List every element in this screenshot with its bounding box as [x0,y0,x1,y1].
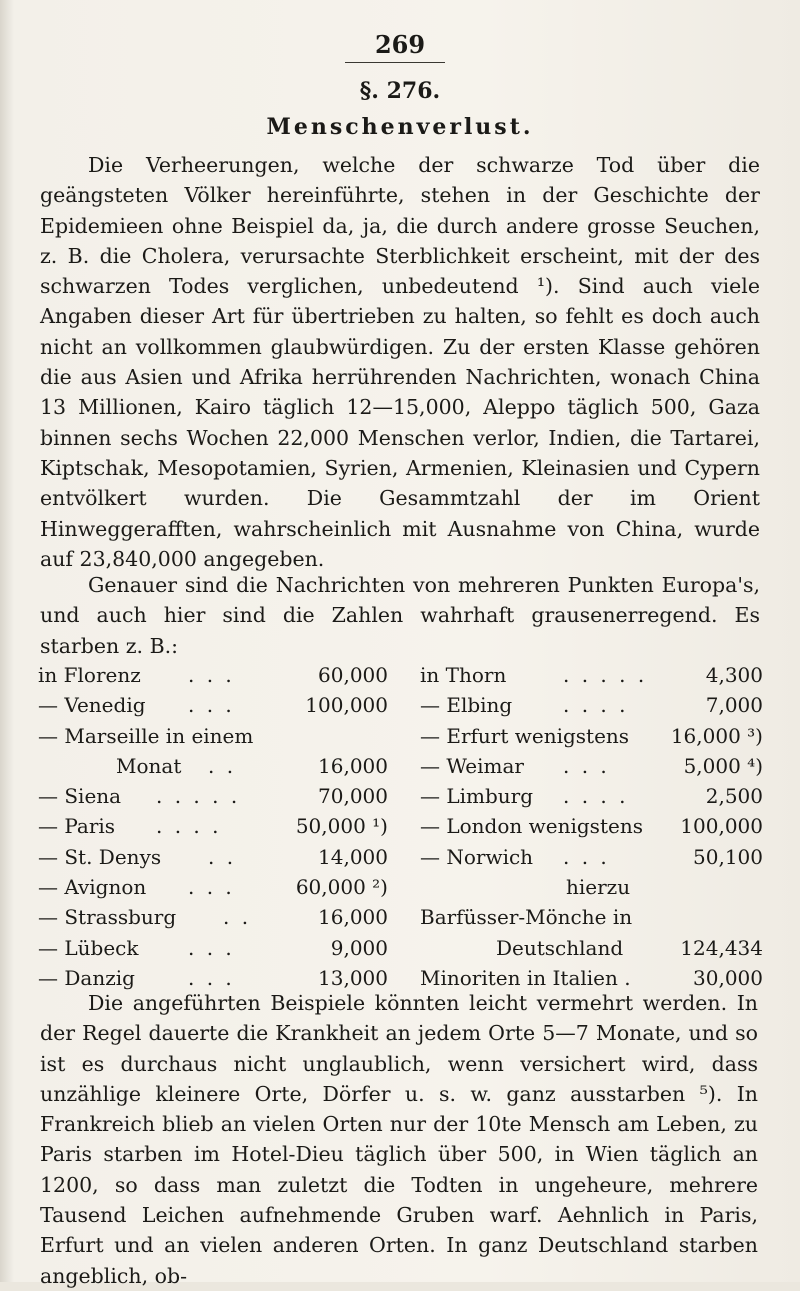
right-city: Deutschland [496,935,624,960]
table-row [38,872,763,902]
header-rule [345,62,445,63]
left-leader-dots: . . . [188,693,235,718]
left-city: Monat [116,753,182,778]
table-row [38,781,763,811]
left-deaths: 70,000 [318,784,388,809]
table-row [38,842,763,872]
right-leader-dots: . . . . [563,693,629,718]
table-row [38,902,763,932]
right-city: Barfüsser-Mönche in [420,905,633,930]
right-city: — Norwich [420,844,534,869]
left-deaths: 60,000 [318,663,388,687]
right-deaths: 7,000 [705,693,763,718]
right-city: in Thorn [420,663,507,687]
left-deaths: 13,000 [318,965,388,990]
right-deaths: 124,434 [680,935,763,960]
left-deaths: 60,000 ²) [295,875,388,900]
paragraph-europe-intro: Genauer sind die Nachrichten von mehreren Punkten Europa's, und auch hier sind die Zahlen wahrhaft grausenerregend. Es starben z. B.: [40,573,760,658]
section-heading: Menschenverlust. [266,114,534,140]
left-city: — Marseille in einem [38,723,254,748]
left-leader-dots: . . . [188,965,235,990]
left-city: — Lübeck [38,935,139,960]
left-leader-dots: . . [208,753,237,778]
left-deaths: 9,000 [330,935,388,960]
right-city: — Limburg [420,784,534,809]
table-row [38,690,763,720]
right-leader-dots: . . . [563,844,610,869]
left-city: — Venedig [38,693,146,718]
left-deaths: 100,000 [305,693,388,718]
table-row [38,933,763,963]
left-leader-dots: . . . . [156,814,222,839]
left-city: — St. Denys [38,844,162,869]
left-leader-dots: . . [223,905,252,930]
right-leader-dots: . . . . [563,784,629,809]
left-city: in Florenz [38,663,141,687]
right-city: — London wenigstens [420,814,643,839]
left-city: — Danzig [38,965,135,990]
table-row [38,751,763,781]
left-city: — Paris [38,814,116,839]
paragraph-spread: Die angeführten Beispiele könnten leicht vermehrt werden. In der Regel dauerte die Krankheit an jedem Orte 5—7 Monate, und so ist es durchaus nicht unglaublich, wenn versichert wird, dass unzählige kleinere Orte, Dörfer u. s. w. ganz ausstarben ⁵). In Frankreich blieb an vielen Orten nur der 10te Mensch am Leben, zu Paris starben im Hotel-Dieu täglich über 500, in Wien täglich an 1200, so dass man zuletzt die Todten in ungeheure, mehrere Tausend Leichen aufnehmende Gruben warf. Aehnlich in Paris, Erfurt und an vielen anderen Orten. In ganz Deutschland starben angeblich, ob- [40,991,758,1288]
left-leader-dots: . . . [188,875,235,900]
left-leader-dots: . . . . . [156,784,241,809]
left-leader-dots: . . [208,844,237,869]
right-city: hierzu [566,875,631,900]
paragraph-orient-losses: Die Verheerungen, welche der schwarze Tod über die geängsteten Völker hereinführte, stehen in der Geschichte der Epidemieen ohne Beispiel da, ja, die durch andere grosse Seuchen, z. B. die Cholera, verursachte Sterblichkeit erscheint, mit der des schwarzen Todes verglichen, unbedeutend ¹). Sind auch viele Angaben dieser Art für übertrieben zu halten, so fehlt es doch auch nicht an vollkommen glaubwürdigen. Zu der ersten Klasse gehören die aus Asien und Afrika herrührenden Nachrichten, wonach China 13 Millionen, Kairo täglich 12—15,000, Aleppo täglich 500, Gaza binnen sechs Wochen 22,000 Menschen verlor, Indien, die Tartarei, Kiptschak, Mesopotamien, Syrien, Armenien, Kleinasien und Cypern entvölkert wurden. Die Gesammtzahl der im Orient Hinweggerafften, wahrscheinlich mit Ausnahme von China, wurde auf 23,840,000 angegeben. [40,153,760,571]
left-city: — Siena [38,784,122,809]
right-deaths: 2,500 [705,784,763,809]
left-city: — Avignon [38,875,147,900]
section-number: §. 276. [359,78,441,104]
left-deaths: 16,000 [318,905,388,930]
right-deaths: 5,000 ⁴) [683,753,763,778]
left-deaths: 50,000 ¹) [295,814,388,839]
right-city: Minoriten in Italien . [420,965,631,990]
left-leader-dots: . . . [188,935,235,960]
mortality-table [38,660,763,993]
table-row [38,811,763,841]
right-city: — Erfurt wenigstens [420,723,630,748]
left-leader-dots: . . . [188,663,235,687]
right-city: — Elbing [420,693,513,718]
left-city: — Strassburg [38,905,177,930]
table-row [38,721,763,751]
right-deaths: 30,000 [693,965,763,990]
table-row [38,660,763,690]
right-city: — Weimar [420,753,524,778]
right-deaths: 4,300 [705,663,763,687]
right-deaths: 16,000 ³) [670,723,763,748]
page-number: 269 [374,30,426,59]
right-deaths: 50,100 [693,844,763,869]
right-leader-dots: . . . . . [563,663,648,687]
left-deaths: 14,000 [318,844,388,869]
left-deaths: 16,000 [318,753,388,778]
right-leader-dots: . . . [563,753,610,778]
right-deaths: 100,000 [680,814,763,839]
